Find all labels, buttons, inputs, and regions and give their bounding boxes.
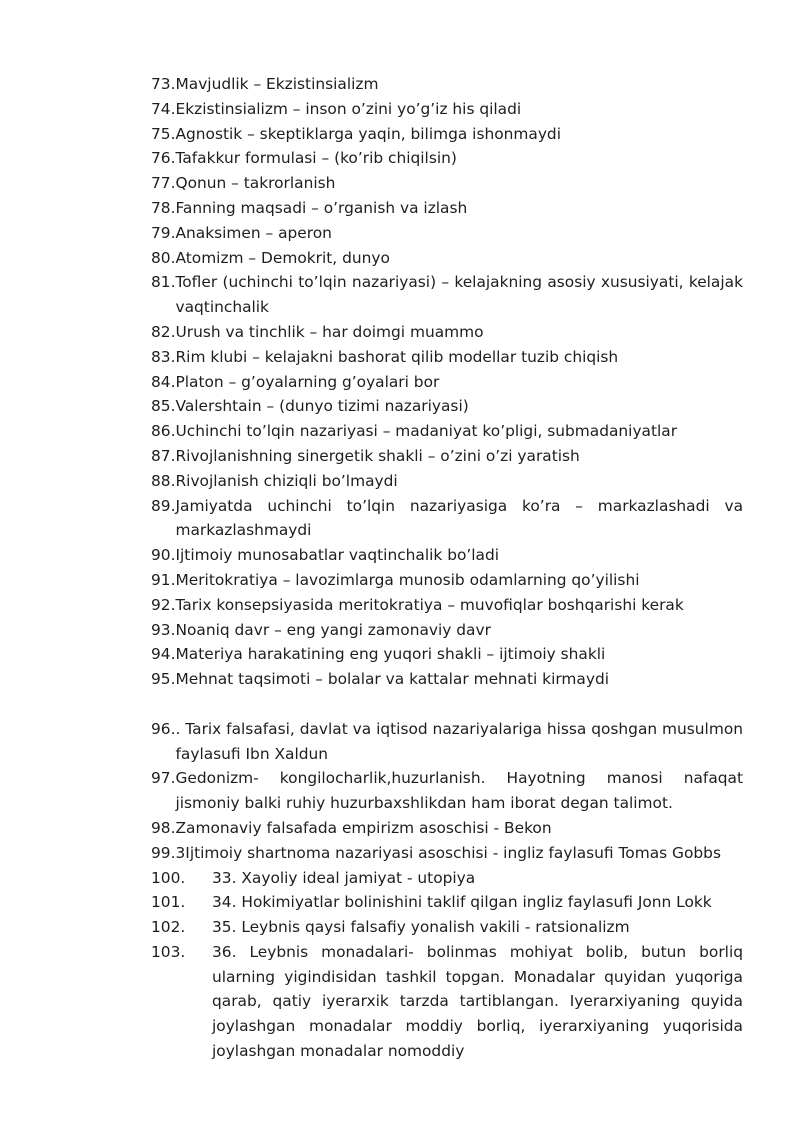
list-item-number: 83. [151,347,176,366]
list-item-number: 94. [151,645,176,664]
list-item-number: 93. [151,620,176,639]
list-item-number: 95. [151,670,176,689]
list-item-text: Urush va tinchlik – har doimgi muammo [175,322,484,341]
list-item-text: Fanning maqsadi – o’rganish va izlash [175,198,468,217]
list-item [151,122,743,147]
list-item-number: 79. [151,223,176,242]
list-item [151,866,743,891]
list-item-text: Tafakkur formulasi – (ko’rib chiqilsin) [175,149,457,168]
list-item [151,618,743,643]
list-item-text: Agnostik – skeptiklarga yaqin, bilimga ishonmaydi [175,124,561,143]
list-item [151,766,743,816]
list-item [151,444,743,469]
list-item [151,394,743,419]
list-item-number: 87. [151,446,176,465]
list-item-text: . Tarix falsafasi, davlat va iqtisod nazariyalariga hissa qoshgan musulmon faylasufi Ibn Xaldun [175,719,743,763]
list-item [151,97,743,122]
list-item-number: 89. [151,496,176,515]
list-item-number: 97. [151,769,176,788]
list-item-text: Tarix konsepsiyasida meritokratiya – muvofiqlar boshqarishi kerak [175,595,684,614]
list-item-text: Zamonaviy falsafada empirizm asoschisi - Bekon [175,818,552,837]
list-item-number: 84. [151,372,176,391]
list-item-text: Ekzistinsializm – inson o’zini yo’g’iz his qiladi [175,99,522,118]
list-item-number: 75. [151,124,176,143]
list-item-text: Rivojlanish chiziqli bo’lmaydi [175,471,398,490]
list-item-number: 76. [151,149,176,168]
list-item-text: 33. Xayoliy ideal jamiyat - utopiya [212,868,476,887]
list-item-number: 77. [151,174,176,193]
list-item-text: 35. Leybnis qaysi falsafiy yonalish vakili - ratsionalizm [212,918,630,937]
list-item [151,543,743,568]
list-item-number: 102. [151,918,186,937]
list-item [151,246,743,271]
list-item-text: Valershtain – (dunyo tizimi nazariyasi) [175,397,469,416]
list-item-text: Mehnat taqsimoti – bolalar va kattalar mehnati kirmaydi [175,670,610,689]
list-item [151,146,743,171]
list-item-text: Rivojlanishning sinergetik shakli – o’zini o’zi yaratish [175,446,580,465]
list-item-text: Gedonizm- kongilocharlik,huzurlanish. Hayotning manosi nafaqat jismoniy balki ruhiy huzurbaxshlikdan ham iborat degan talimot. [175,769,743,813]
list-item [151,469,743,494]
list-item-number: 86. [151,422,176,441]
list-item [151,593,743,618]
list-item [151,320,743,345]
paragraph-gap [151,692,743,717]
list-item-number: 82. [151,322,176,341]
list-item [151,72,743,97]
list-item [151,345,743,370]
list-item-text: Rim klubi – kelajakni bashorat qilib modellar tuzib chiqish [175,347,619,366]
list-item-number: 96. [151,719,176,738]
list-item-text: Noaniq davr – eng yangi zamonaviy davr [175,620,491,639]
list-item-number: 100. [151,868,186,887]
list-item [151,816,743,841]
list-item-number: 92. [151,595,176,614]
numbered-list [151,72,743,692]
list-item [151,841,743,866]
list-item-number: 74. [151,99,176,118]
list-item-text: Tofler (uchinchi to’lqin nazariyasi) – kelajakning asosiy xususiyati, kelajak vaqtinchalik [175,273,743,317]
list-item [151,717,743,767]
list-item [151,494,743,544]
list-item [151,667,743,692]
list-item-text: Ijtimoiy munosabatlar vaqtinchalik bo’ladi [175,546,500,565]
list-item-text: Meritokratiya – lavozimlarga munosib odamlarning qo’yilishi [175,570,640,589]
list-item-text: Atomizm – Demokrit, dunyo [175,248,390,267]
list-item-text: 3Ijtimoiy shartnoma nazariyasi asoschisi - ingliz faylasufi Tomas Gobbs [175,843,721,862]
list-item-text: Jamiyatda uchinchi to’lqin nazariyasiga ko’ra – markazlashadi va markazlashmaydi [175,496,743,540]
list-item-text: Platon – g’oyalarning g’oyalari bor [175,372,440,391]
list-item-number: 91. [151,570,176,589]
list-item [151,171,743,196]
list-item [151,221,743,246]
list-item [151,940,743,1064]
list-item-number: 101. [151,893,186,912]
list-item-number: 81. [151,273,176,292]
list-item [151,915,743,940]
list-item [151,270,743,320]
list-item [151,568,743,593]
list-item-number: 73. [151,75,176,93]
list-item [151,419,743,444]
list-item [151,642,743,667]
list-item-text: Uchinchi to’lqin nazariyasi – madaniyat ko’pligi, submadaniyatlar [175,422,678,441]
list-item-text: Qonun – takrorlanish [175,174,336,193]
list-item-number: 78. [151,198,176,217]
list-item [151,370,743,395]
list-item-number: 80. [151,248,176,267]
list-item-text: Anaksimen – aperon [175,223,332,242]
list-item-number: 90. [151,546,176,565]
list-item-text: Materiya harakatining eng yuqori shakli – ijtimoiy shakli [175,645,606,664]
list-item-number: 98. [151,818,176,837]
list-item [151,890,743,915]
document-page [151,72,743,1064]
list-item [151,196,743,221]
list-item-number: 103. [151,942,186,961]
list-item-text: 36. Leybnis monadalari- bolinmas mohiyat bolib, butun borliq ularning yigindisidan tashkil topgan. Monadalar quyidan yuqoriga qarab, qatiy iyerarxik tarzda tartiblangan. Iyerarxiyaning quyida joylashgan monadalar moddiy borliq, iyerarxiyaning yuqorisida joylashgan monadalar nomoddiy [212,942,743,1061]
list-item-number: 99. [151,843,176,862]
list-item-number: 88. [151,471,176,490]
list-item-text: 34. Hokimiyatlar bolinishini taklif qilgan ingliz faylasufi Jonn Lokk [212,893,712,912]
list-item-text: Mavjudlik – Ekzistinsializm [175,75,379,93]
list-item-number: 85. [151,397,176,416]
numbered-list-continued [151,717,743,1064]
